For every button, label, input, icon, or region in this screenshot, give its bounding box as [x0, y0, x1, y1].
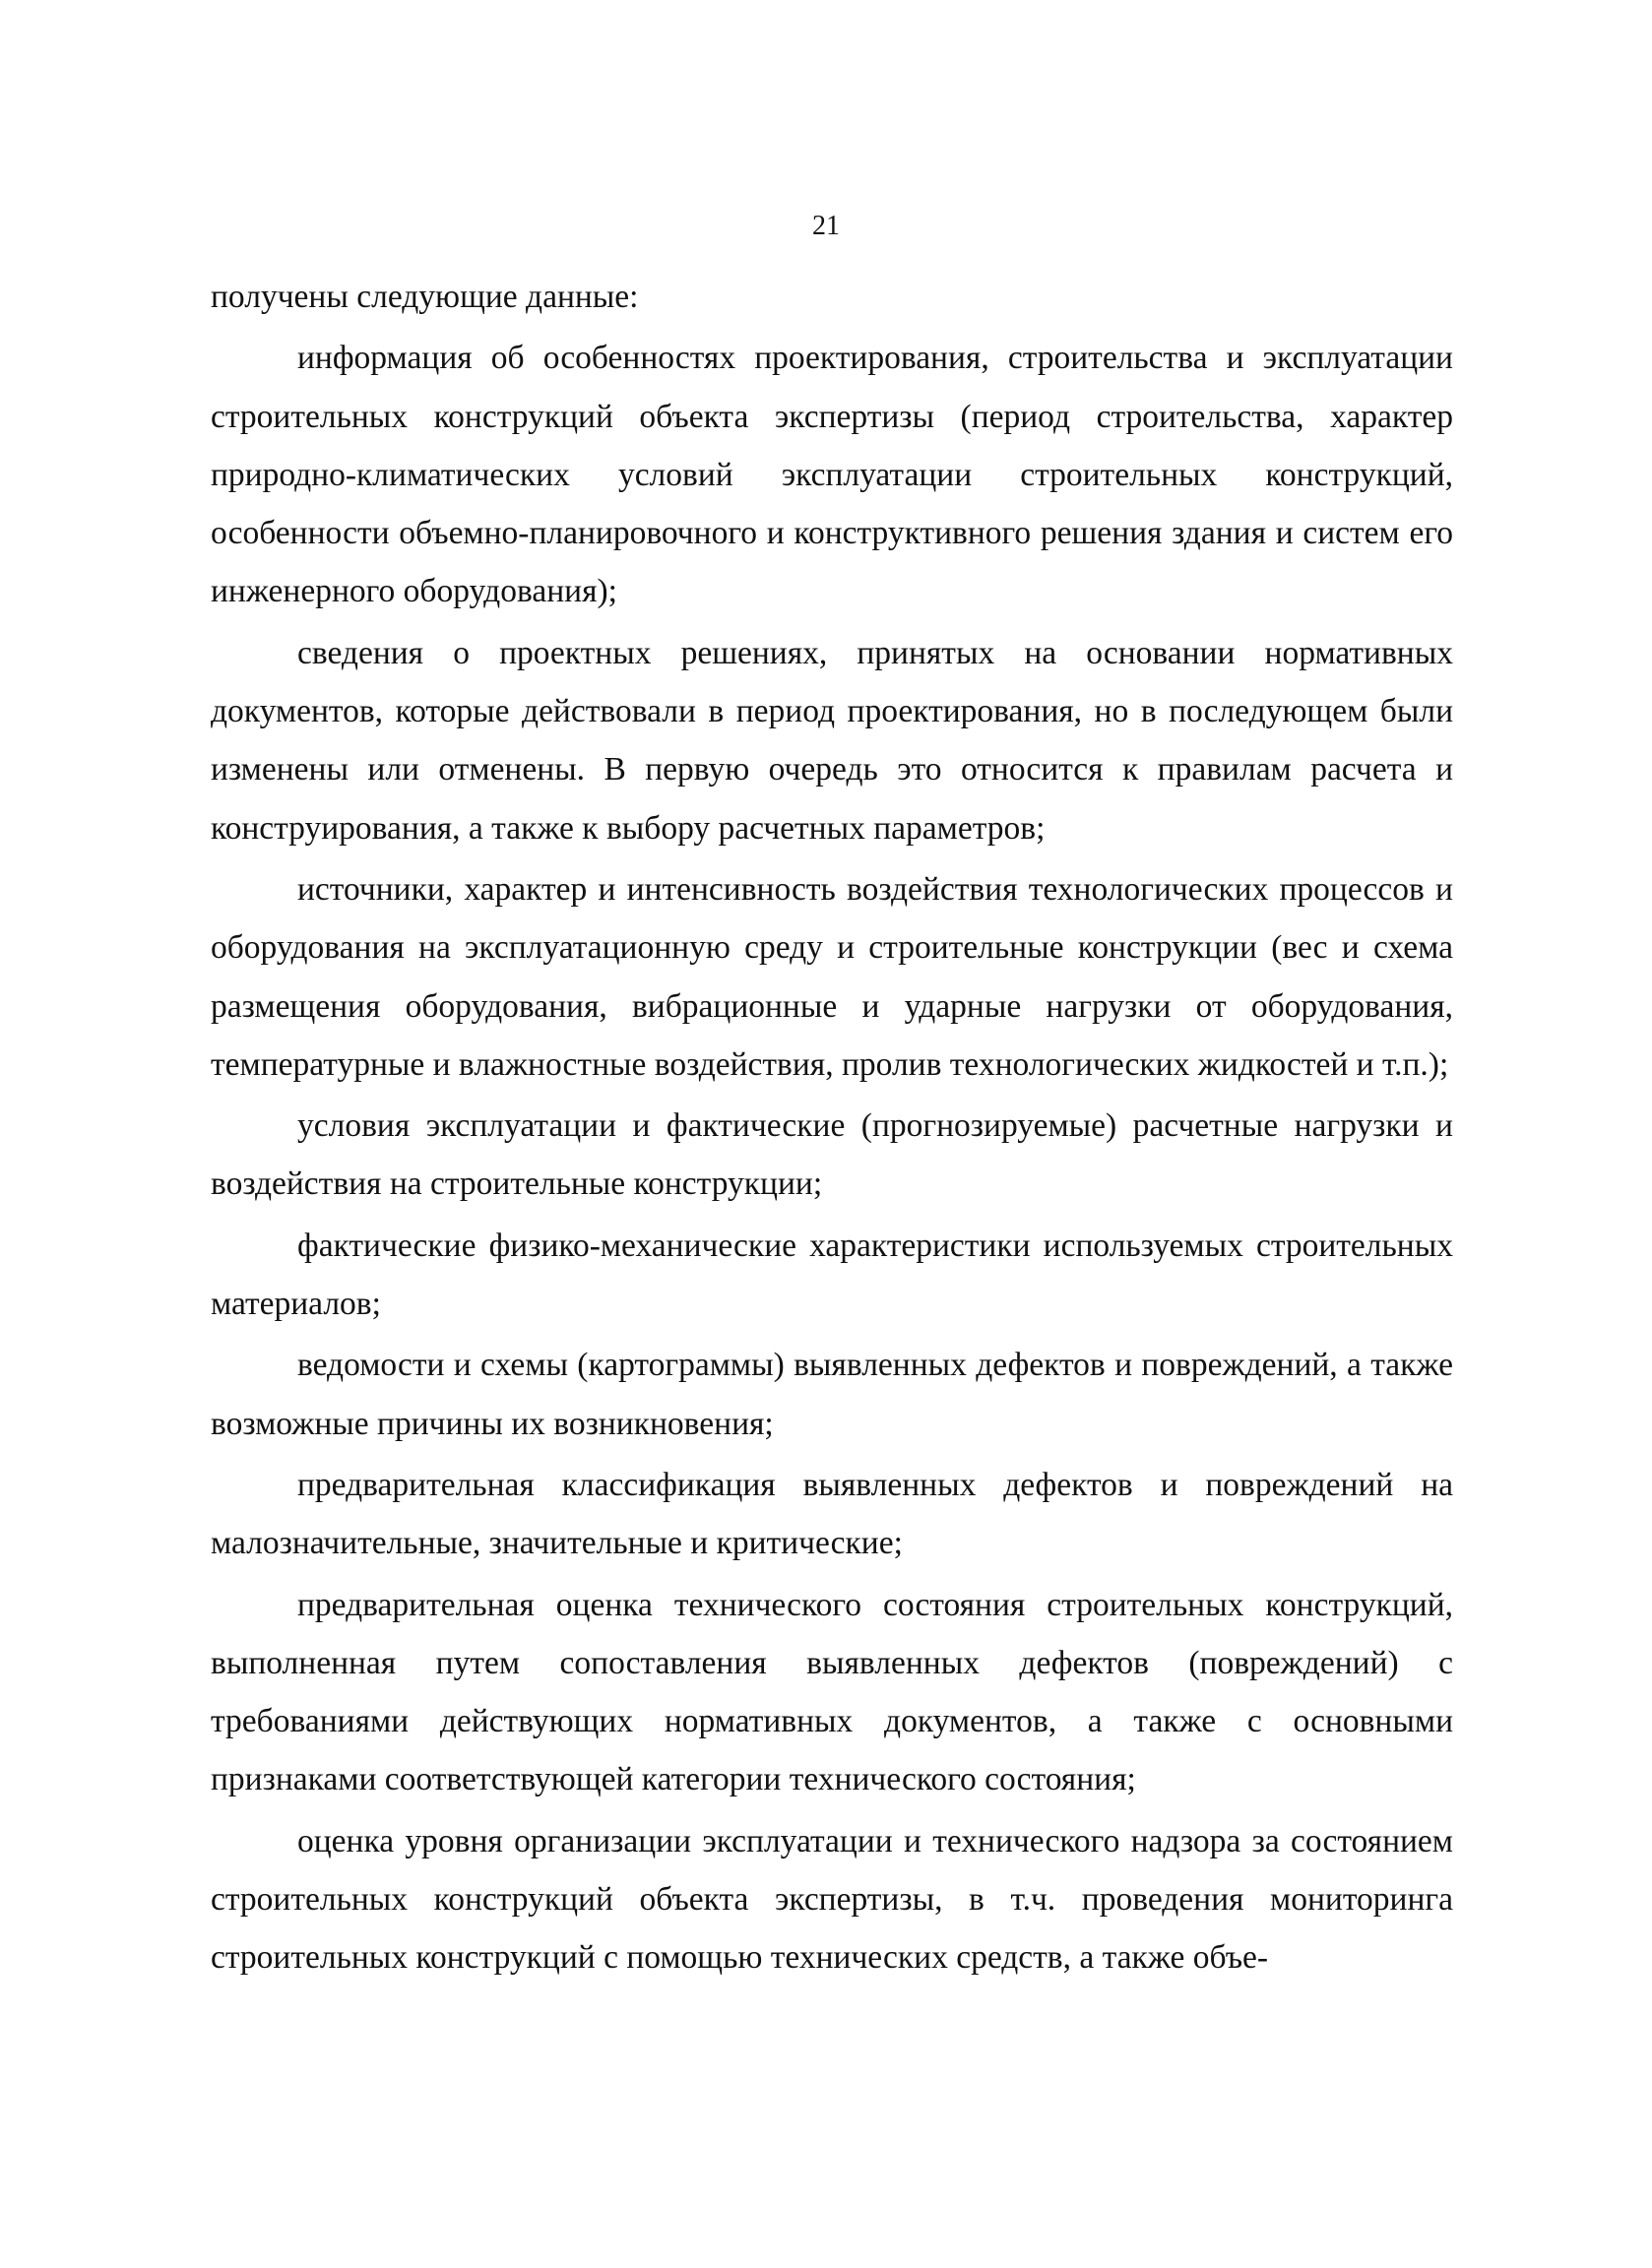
paragraph-project-decisions: сведения о проектных решениях, принятых на основании нормативных документов, которые действовали в период проектирования, но в последующем были изменены или отменены. В первую очередь это относится к правилам расчета и конструирования, а также к выбору расчетных параметров; [211, 634, 1453, 847]
paragraph-maintenance-evaluation: оценка уровня организации эксплуатации и технического надзора за состоянием строительных конструкций объекта экспертизы, в т.ч. проведения мониторинга строительных конструкций с помощью технических средств, а также объе- [211, 1822, 1453, 1977]
lead-line: получены следующие данные: [211, 279, 639, 315]
paragraph-design-info: информация об особенностях проектирования, строительства и эксплуатации строительных конструкций объекта экспертизы (период строительства, характер природно-климатических условий эксплуатации строительных конструкций, особенности объемно-планировочного и конструктивного решения здания и систем его инженерного оборудования); [211, 340, 1453, 610]
paragraph-defect-classification: предварительная классификация выявленных дефектов и повреждений на малозначительные, значительные и критические; [211, 1466, 1453, 1562]
document-body [211, 268, 1453, 1987]
paragraph-operating-conditions: условия эксплуатации и фактические (прогнозируемые) расчетные нагрузки и воздействия на строительные конструкции; [211, 1107, 1453, 1203]
paragraph-material-properties: фактические физико-механические характеристики используемых строительных материалов; [211, 1227, 1453, 1323]
page-number: 21 [812, 211, 840, 241]
paragraph-preliminary-assessment: предварительная оценка технического состояния строительных конструкций, выполненная путем сопоставления выявленных дефектов (повреждений) с требованиями действующих нормативных документов, а также с основными признаками соответствующей категории технического состояния; [211, 1586, 1453, 1798]
paragraph-technological-impact: источники, характер и интенсивность воздействия технологических процессов и оборудования на эксплуатационную среду и строительные конструкции (вес и схема размещения оборудования, вибрационные и ударные нагрузки от оборудования, температурные и влажностные воздействия, пролив технологических жидкостей и т.п.); [211, 870, 1453, 1083]
paragraph-defect-maps: ведомости и схемы (картограммы) выявленных дефектов и повреждений, а также возможные причины их возникновения; [211, 1347, 1453, 1442]
